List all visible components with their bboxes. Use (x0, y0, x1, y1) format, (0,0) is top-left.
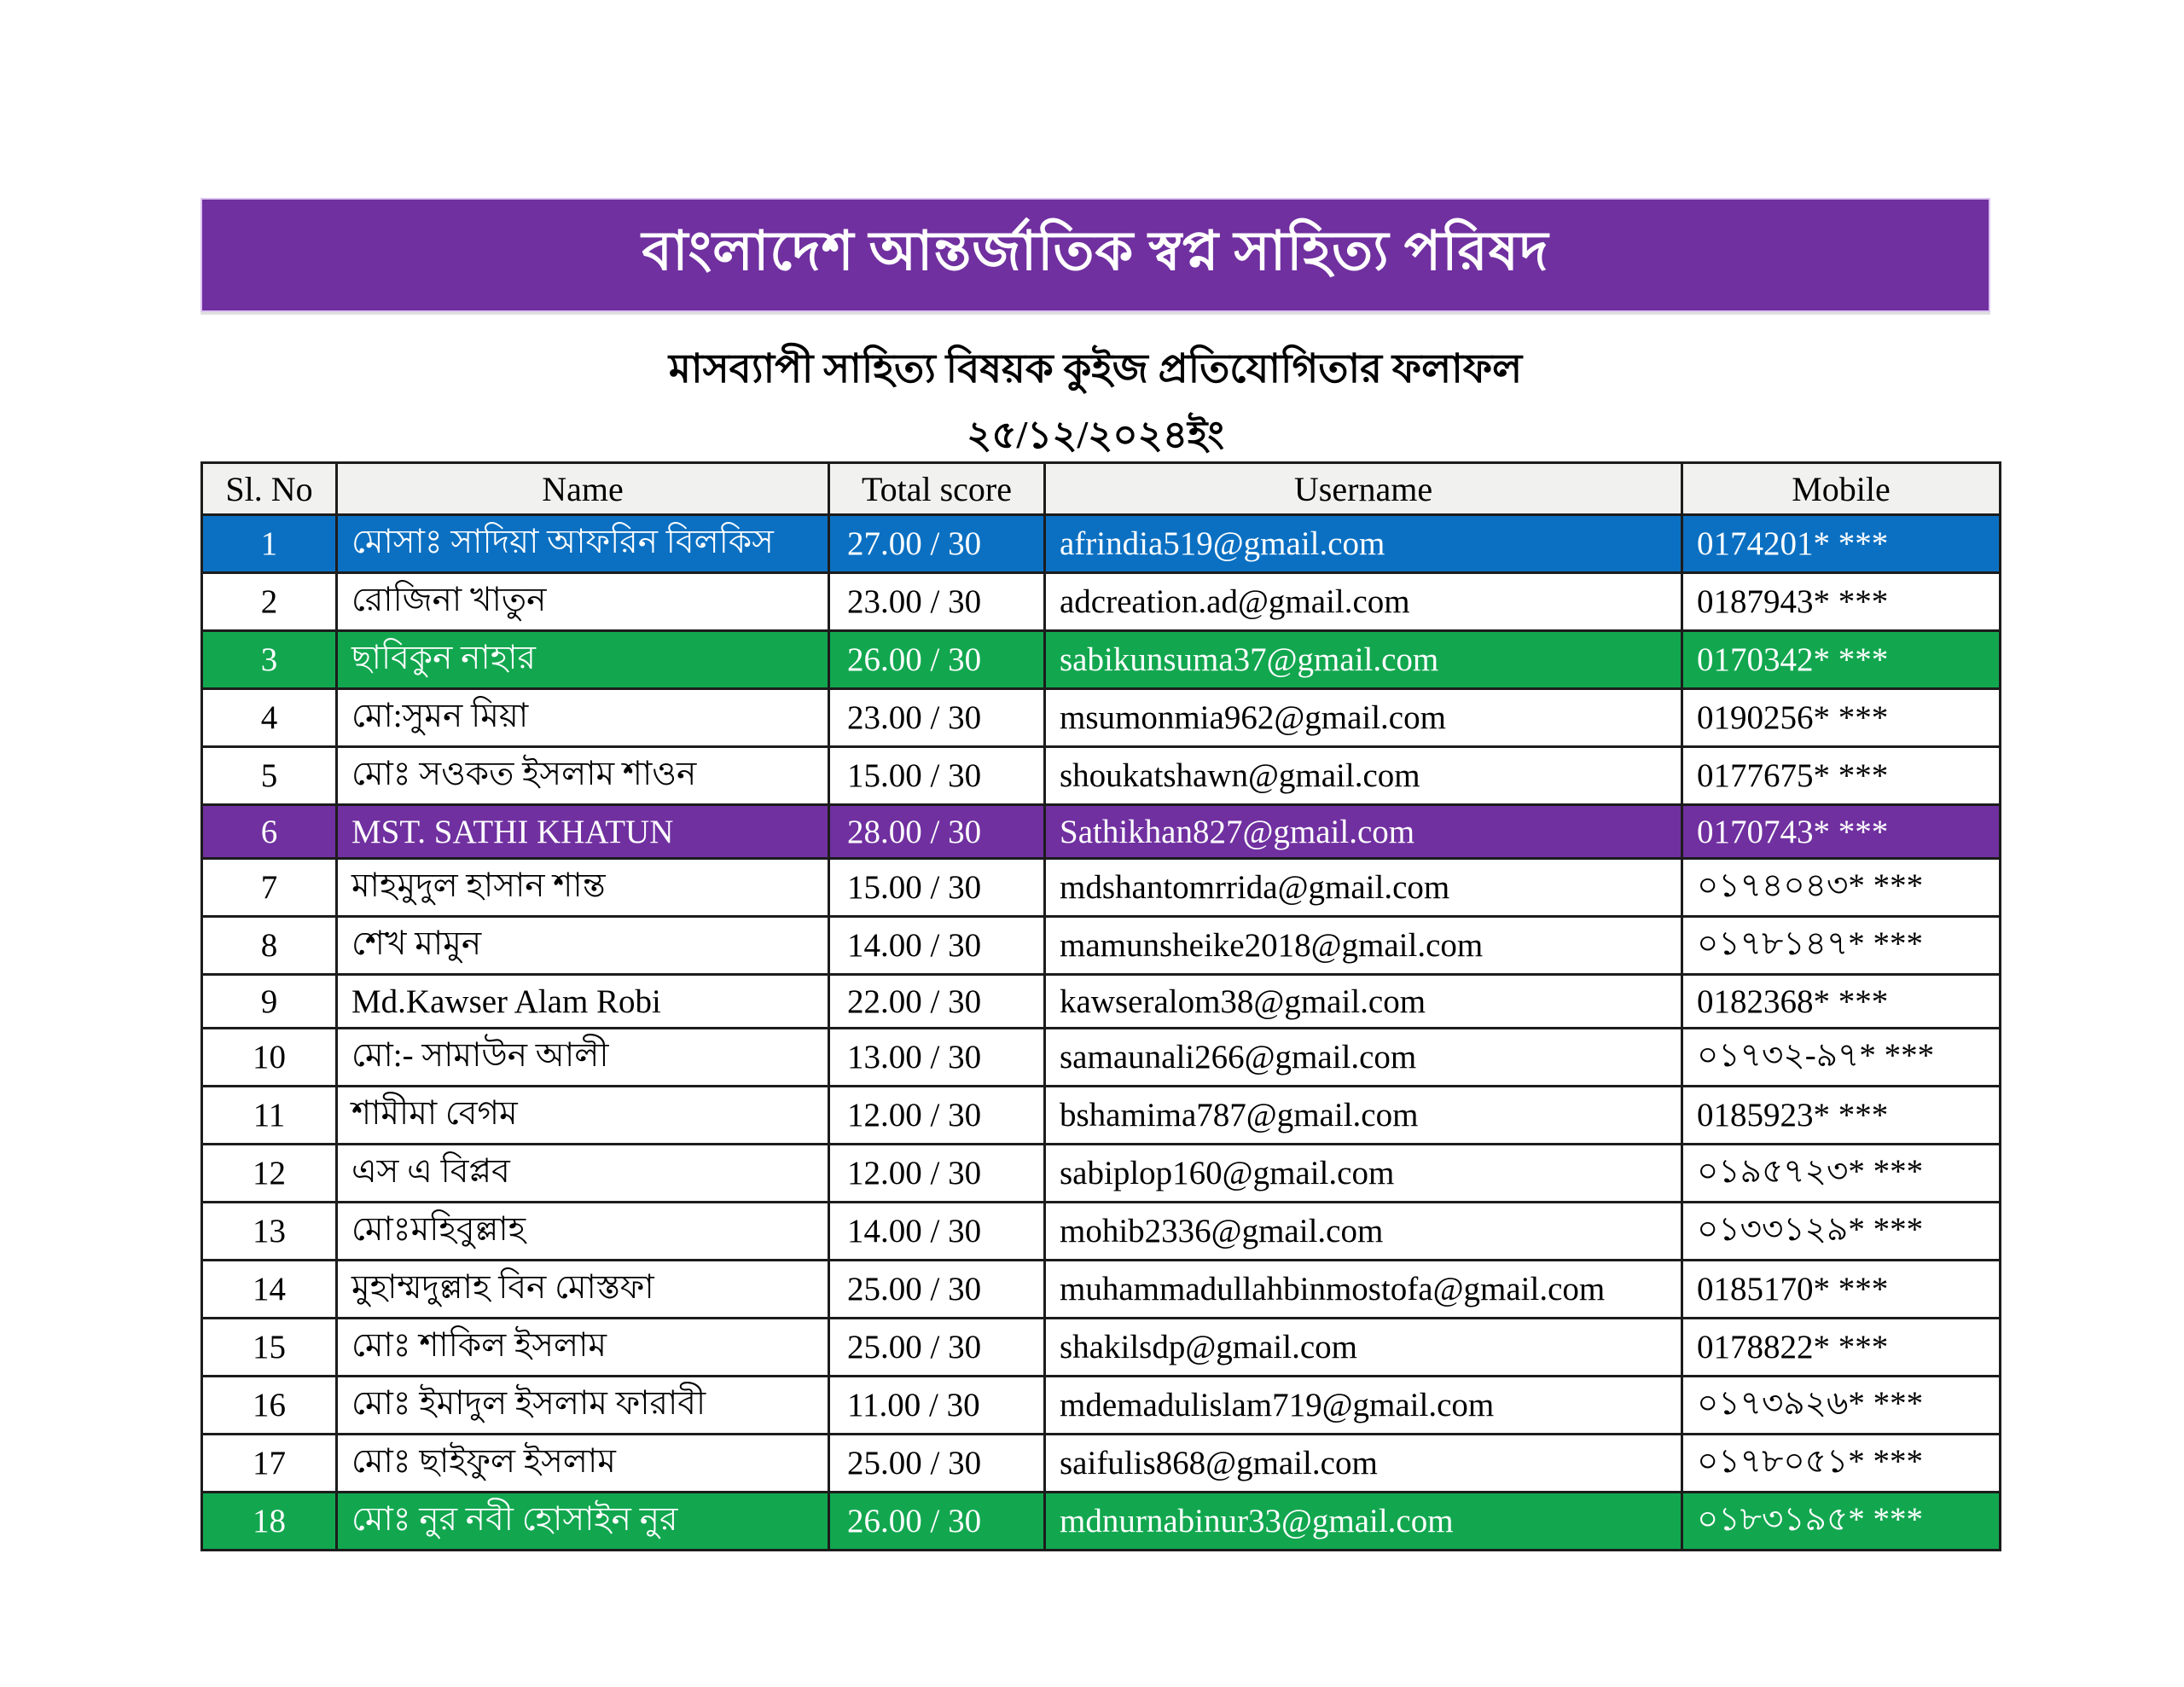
cell-mobile: ০১৭৩২-৯৭* *** (1682, 1029, 2001, 1087)
cell-username: adcreation.ad@gmail.com (1045, 573, 1682, 631)
table-row (202, 573, 2001, 631)
cell-username: shoukatshawn@gmail.com (1045, 747, 1682, 805)
cell-mobile: ০১৯৫৭২৩* *** (1682, 1145, 2001, 1203)
table-row (202, 515, 2001, 573)
table-row (202, 859, 2001, 917)
table-row (202, 1319, 2001, 1377)
cell-name: Md.Kawser Alam Robi (337, 975, 829, 1029)
table-row (202, 1377, 2001, 1435)
cell-username: mohib2336@gmail.com (1045, 1203, 1682, 1261)
cell-total-score: 12.00 / 30 (829, 1145, 1045, 1203)
table-row (202, 1145, 2001, 1203)
cell-total-score: 26.00 / 30 (829, 1493, 1045, 1551)
cell-username: saifulis868@gmail.com (1045, 1435, 1682, 1493)
cell-mobile: ০১৭৩৯২৬* *** (1682, 1377, 2001, 1435)
table-header-row (202, 463, 2001, 515)
table-row (202, 1493, 2001, 1551)
cell-mobile: 0190256* *** (1682, 689, 2001, 747)
col-header-mobile: Mobile (1682, 463, 2001, 515)
cell-total-score: 26.00 / 30 (829, 631, 1045, 689)
cell-mobile: ০১৭৮০৫১* *** (1682, 1435, 2001, 1493)
cell-sl-no: 17 (202, 1435, 337, 1493)
cell-username: mdnurnabinur33@gmail.com (1045, 1493, 1682, 1551)
cell-name: MST. SATHI KHATUN (337, 805, 829, 859)
cell-sl-no: 12 (202, 1145, 337, 1203)
cell-total-score: 14.00 / 30 (829, 1203, 1045, 1261)
cell-sl-no: 2 (202, 573, 337, 631)
cell-username: mdshantomrrida@gmail.com (1045, 859, 1682, 917)
cell-name: মোঃ শাকিল ইসলাম (337, 1319, 829, 1377)
cell-name: মোঃ ইমাদুল ইসলাম ফারাবী (337, 1377, 829, 1435)
cell-total-score: 23.00 / 30 (829, 573, 1045, 631)
table-row (202, 1203, 2001, 1261)
cell-total-score: 23.00 / 30 (829, 689, 1045, 747)
cell-sl-no: 15 (202, 1319, 337, 1377)
cell-mobile: 0170743* *** (1682, 805, 2001, 859)
cell-username: Sathikhan827@gmail.com (1045, 805, 1682, 859)
cell-name: মুহাম্মদুল্লাহ বিন মোস্তফা (337, 1261, 829, 1319)
cell-username: mamunsheike2018@gmail.com (1045, 917, 1682, 975)
col-header-total-score: Total score (829, 463, 1045, 515)
cell-mobile: 0177675* *** (1682, 747, 2001, 805)
table-row (202, 917, 2001, 975)
cell-name: মাহমুদুল হাসান শান্ত (337, 859, 829, 917)
cell-name: এস এ বিপ্লব (337, 1145, 829, 1203)
cell-total-score: 25.00 / 30 (829, 1435, 1045, 1493)
cell-total-score: 27.00 / 30 (829, 515, 1045, 573)
cell-username: bshamima787@gmail.com (1045, 1087, 1682, 1145)
cell-total-score: 15.00 / 30 (829, 859, 1045, 917)
cell-sl-no: 10 (202, 1029, 337, 1087)
table-row (202, 747, 2001, 805)
cell-sl-no: 1 (202, 515, 337, 573)
cell-sl-no: 9 (202, 975, 337, 1029)
cell-sl-no: 14 (202, 1261, 337, 1319)
results-table (200, 461, 2001, 1551)
cell-sl-no: 8 (202, 917, 337, 975)
cell-name: মোঃমহিবুল্লাহ (337, 1203, 829, 1261)
cell-mobile: 0174201* *** (1682, 515, 2001, 573)
cell-name: রোজিনা খাতুন (337, 573, 829, 631)
cell-username: afrindia519@gmail.com (1045, 515, 1682, 573)
cell-total-score: 13.00 / 30 (829, 1029, 1045, 1087)
table-row (202, 1029, 2001, 1087)
cell-name: শেখ মামুন (337, 917, 829, 975)
cell-name: মো:- সামাউন আলী (337, 1029, 829, 1087)
table-row (202, 1435, 2001, 1493)
cell-sl-no: 18 (202, 1493, 337, 1551)
cell-name: মোসাঃ সাদিয়া আফরিন বিলকিস (337, 515, 829, 573)
page-subtitle: মাসব্যাপী সাহিত্য বিষয়ক কুইজ প্রতিযোগিতার ফলাফল (668, 347, 1523, 391)
cell-mobile: 0182368* *** (1682, 975, 2001, 1029)
cell-mobile: ০১৭৪০৪৩* *** (1682, 859, 2001, 917)
cell-username: sabiplop160@gmail.com (1045, 1145, 1682, 1203)
cell-mobile: 0178822* *** (1682, 1319, 2001, 1377)
page-date: ২৫/১২/২০২৪ইং (967, 414, 1224, 456)
table-row (202, 975, 2001, 1029)
cell-total-score: 28.00 / 30 (829, 805, 1045, 859)
cell-name: মোঃ সওকত ইসলাম শাওন (337, 747, 829, 805)
cell-mobile: 0170342* *** (1682, 631, 2001, 689)
cell-username: sabikunsuma37@gmail.com (1045, 631, 1682, 689)
cell-username: mdemadulislam719@gmail.com (1045, 1377, 1682, 1435)
col-header-name: Name (337, 463, 829, 515)
cell-mobile: ০১৮৩১৯৫* *** (1682, 1493, 2001, 1551)
cell-mobile: 0185923* *** (1682, 1087, 2001, 1145)
col-header-sl-no: Sl. No (202, 463, 337, 515)
cell-sl-no: 7 (202, 859, 337, 917)
cell-total-score: 14.00 / 30 (829, 917, 1045, 975)
cell-name: ছাবিকুন নাহার (337, 631, 829, 689)
page-title: বাংলাদেশ আন্তর্জাতিক স্বপ্ন সাহিত্য পরিষদ (642, 220, 1549, 281)
cell-total-score: 11.00 / 30 (829, 1377, 1045, 1435)
cell-username: samaunali266@gmail.com (1045, 1029, 1682, 1087)
cell-name: মোঃ ছাইফুল ইসলাম (337, 1435, 829, 1493)
cell-sl-no: 4 (202, 689, 337, 747)
table-row (202, 689, 2001, 747)
title-banner (200, 198, 1990, 312)
table-row (202, 631, 2001, 689)
table-row (202, 1261, 2001, 1319)
cell-sl-no: 11 (202, 1087, 337, 1145)
table-row (202, 1087, 2001, 1145)
cell-sl-no: 13 (202, 1203, 337, 1261)
cell-username: kawseralom38@gmail.com (1045, 975, 1682, 1029)
col-header-username: Username (1045, 463, 1682, 515)
table-row (202, 805, 2001, 859)
cell-total-score: 25.00 / 30 (829, 1319, 1045, 1377)
cell-mobile: 0185170* *** (1682, 1261, 2001, 1319)
cell-total-score: 15.00 / 30 (829, 747, 1045, 805)
cell-username: muhammadullahbinmostofa@gmail.com (1045, 1261, 1682, 1319)
cell-mobile: ০১৩৩১২৯* *** (1682, 1203, 2001, 1261)
cell-name: মো:সুমন মিয়া (337, 689, 829, 747)
cell-username: shakilsdp@gmail.com (1045, 1319, 1682, 1377)
cell-sl-no: 6 (202, 805, 337, 859)
cell-name: মোঃ নুর নবী হোসাইন নুর (337, 1493, 829, 1551)
cell-mobile: ০১৭৮১৪৭* *** (1682, 917, 2001, 975)
cell-name: শামীমা বেগম (337, 1087, 829, 1145)
cell-total-score: 12.00 / 30 (829, 1087, 1045, 1145)
cell-sl-no: 16 (202, 1377, 337, 1435)
cell-sl-no: 5 (202, 747, 337, 805)
cell-total-score: 25.00 / 30 (829, 1261, 1045, 1319)
cell-total-score: 22.00 / 30 (829, 975, 1045, 1029)
cell-sl-no: 3 (202, 631, 337, 689)
cell-mobile: 0187943* *** (1682, 573, 2001, 631)
cell-username: msumonmia962@gmail.com (1045, 689, 1682, 747)
